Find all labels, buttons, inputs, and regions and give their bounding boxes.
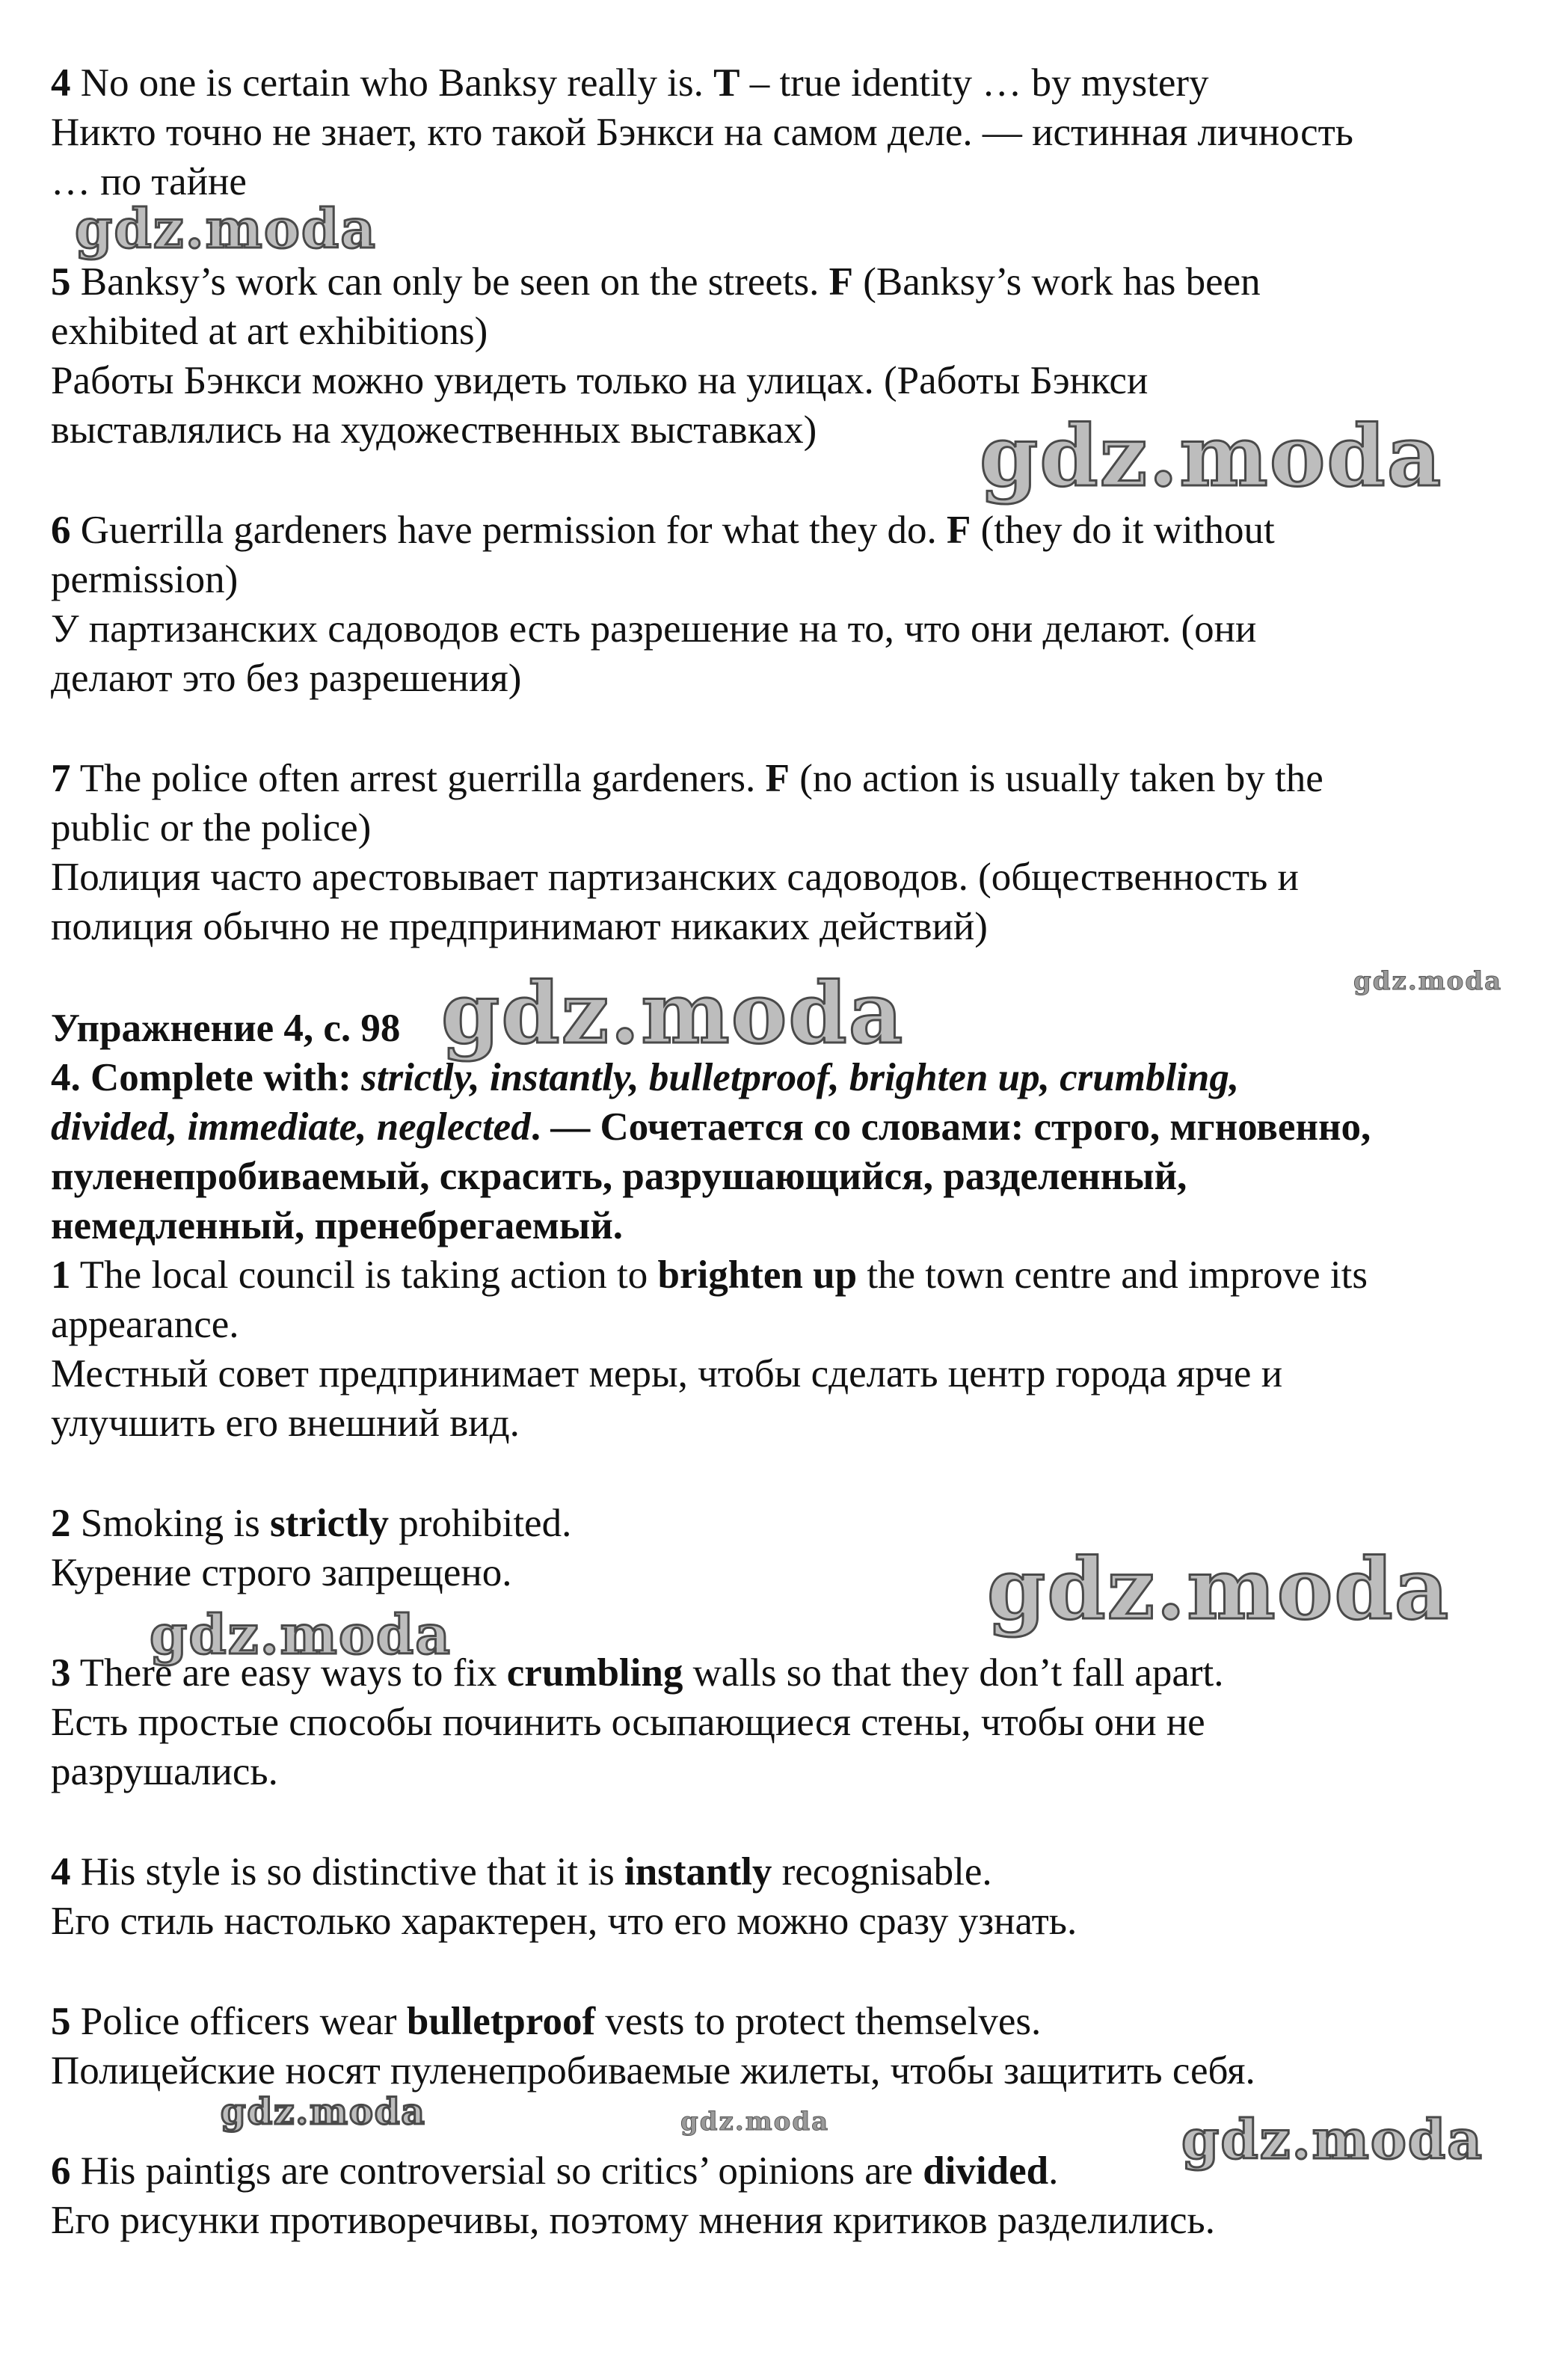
item-4-ru-cont: … по тайне	[51, 160, 247, 203]
watermark: gdz.moda	[980, 408, 1443, 506]
item-6-en-cont: permission)	[51, 558, 239, 601]
answer-4-en: 4 His style is so distinctive that it is instantly recognisable.	[51, 1850, 992, 1894]
item-7-en-cont: public or the police)	[51, 806, 372, 850]
watermark: gdz.moda	[987, 1541, 1451, 1639]
exercise-task-cont: divided, immediate, neglected. — Сочетается со словами: строго, мгновенно,	[51, 1105, 1371, 1149]
item-5-ru-cont: выставлялись на художественных выставках)	[51, 408, 817, 452]
answer-1-ru: Местный совет предпринимает меры, чтобы сделать центр города ярче и	[51, 1352, 1283, 1396]
item-4-en: 4 No one is certain who Banksy really is. T – true identity … by mystery	[51, 61, 1209, 105]
item-7-en: 7 The police often arrest guerrilla gardeners. F (no action is usually taken by the	[51, 757, 1323, 800]
answer-4-ru: Его стиль настолько характерен, что его можно сразу узнать.	[51, 1900, 1077, 1943]
answer-6-ru: Его рисунки противоречивы, поэтому мнения критиков разделились.	[51, 2199, 1215, 2242]
exercise-task: 4. Complete with: strictly, instantly, bulletproof, brighten up, crumbling,	[51, 1056, 1240, 1099]
answer-3-ru-cont: разрушались.	[51, 1750, 278, 1793]
item-5-en-cont: exhibited at art exhibitions)	[51, 310, 488, 353]
answer-2-ru: Курение строго запрещено.	[51, 1551, 512, 1594]
item-4-ru: Никто точно не знает, кто такой Бэнкси на самом деле. — истинная личность	[51, 111, 1353, 154]
item-7-ru: Полиция часто арестовывает партизанских садоводов. (общественность и	[51, 856, 1299, 899]
item-6-ru: У партизанских садоводов есть разрешение на то, что они делают. (они	[51, 607, 1257, 651]
watermark: gdz.moda	[75, 197, 377, 260]
answer-1-en: 1 The local council is taking action to brighten up the town centre and improve its	[51, 1253, 1368, 1297]
item-6-en: 6 Guerrilla gardeners have permission for what they do. F (they do it without	[51, 509, 1275, 552]
item-5-en: 5 Banksy’s work can only be seen on the streets. F (Banksy’s work has been	[51, 260, 1261, 304]
answer-3-ru: Есть простые способы починить осыпающиеся стены, чтобы они не	[51, 1701, 1205, 1744]
watermark: gdz.moda	[221, 2091, 426, 2133]
watermark: gdz.moda	[1353, 966, 1503, 996]
item-6-ru-cont: делают это без разрешения)	[51, 657, 522, 700]
answer-5-ru: Полицейские носят пуленепробиваемые жилеты, чтобы защитить себя.	[51, 2049, 1255, 2093]
answer-1-ru-cont: улучшить его внешний вид.	[51, 1401, 520, 1445]
watermark: gdz.moda	[150, 1603, 452, 1666]
answer-6-en: 6 His paintigs are controversial so critics’ opinions are divided.	[51, 2149, 1059, 2193]
item-5-ru: Работы Бэнкси можно увидеть только на улицах. (Работы Бэнкси	[51, 359, 1149, 402]
answer-1-en-cont: appearance.	[51, 1303, 239, 1346]
item-7-ru-cont: полиция обычно не предпринимают никаких действий)	[51, 905, 988, 948]
watermark: gdz.moda	[680, 2107, 830, 2137]
watermark: gdz.moda	[441, 965, 905, 1063]
exercise-task-ru-cont: немедленный, пренебрегаемый.	[51, 1204, 624, 1247]
answer-5-en: 5 Police officers wear bulletproof vests to protect themselves.	[51, 2000, 1042, 2043]
exercise-task-ru: пуленепробиваемый, скрасить, разрушающийся, разделенный,	[51, 1155, 1187, 1198]
answer-2-en: 2 Smoking is strictly prohibited.	[51, 1502, 572, 1545]
watermark: gdz.moda	[1181, 2107, 1484, 2171]
answer-3-en: 3 There are easy ways to fix crumbling walls so that they don’t fall apart.	[51, 1651, 1224, 1695]
exercise-heading: Упражнение 4, с. 98	[51, 1007, 401, 1050]
